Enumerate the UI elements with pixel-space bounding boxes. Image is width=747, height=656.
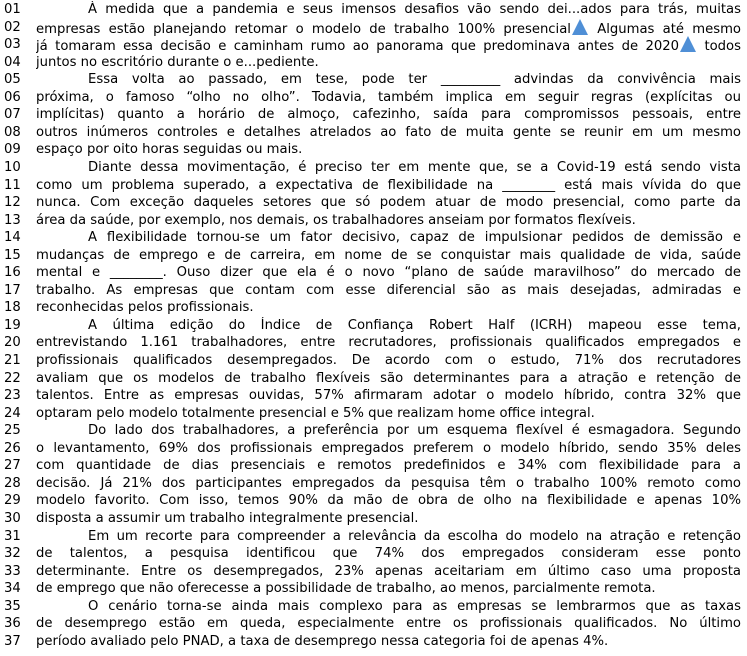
line-number: 03 (4, 37, 21, 53)
text-line (0, 141, 747, 159)
line-number: 34 (4, 581, 21, 597)
text-line (0, 475, 747, 493)
line-number: 23 (4, 388, 21, 404)
text-line (0, 212, 747, 230)
line-number: 36 (4, 616, 21, 632)
text-line (0, 405, 747, 423)
line-text: Em um recorte para compreender a relevância da escolha do modelo na atração e retenção (88, 528, 741, 544)
text-line (0, 457, 747, 475)
line-number: 14 (4, 230, 21, 246)
line-number: 28 (4, 475, 21, 491)
line-number: 13 (4, 212, 21, 228)
line-number: 21 (4, 353, 21, 368)
text-line (0, 299, 747, 317)
line-text: outros inúmeros controles e detalhes atrelados ao fato de muita gente se reunir em um mesmo (36, 124, 741, 140)
text-line (0, 633, 747, 651)
text-line (0, 528, 747, 546)
line-number: 04 (4, 54, 21, 70)
line-number: 25 (4, 423, 21, 439)
line-text: de desemprego estão em queda, especialmente entre os profissionais qualificados. No último (36, 616, 741, 632)
line-number: 09 (4, 142, 21, 158)
text-line (0, 247, 747, 265)
line-text: com quantidade de dias presenciais e remotos predefinidos e 34% com flexibilidade para a (36, 458, 741, 474)
line-number: 24 (4, 405, 21, 421)
line-number: 19 (4, 317, 21, 333)
line-number: 07 (4, 107, 21, 123)
line-text: A flexibilidade tornou-se um fator decisivo, capaz de impulsionar pedidos de demissão e (88, 230, 741, 246)
line-number: 31 (4, 528, 21, 544)
line-text: disposta a assumir um trabalho integralmente presencial. (36, 510, 419, 526)
line-text: como um problema superado, a expectativa de flexibilidade na ________ está mais vívida do que (36, 177, 741, 193)
line-text: área da saúde, por exemplo, nos demais, os trabalhadores anseiam por formatos flexíveis. (36, 212, 636, 228)
text-line (0, 580, 747, 598)
line-number: 22 (4, 370, 21, 386)
line-number: 30 (4, 510, 21, 526)
text-line (0, 334, 747, 352)
line-text: profissionais qualificados desempregados. De acordo com o estudo, 71% dos recrutadores (36, 353, 741, 368)
line-text: modelo favorito. Com isso, temos 90% da mão de obra de olho na flexibilidade e apenas 10% (36, 493, 741, 509)
text-line (0, 492, 747, 510)
line-text: juntos no escritório durante o e...pediente. (36, 54, 319, 70)
line-text: Do lado dos trabalhadores, a preferência por um esquema flexível é esmagadora. Segundo (88, 423, 741, 439)
line-text: de talentos, a pesquisa identificou que 74% dos empregados consideram esse ponto (36, 546, 741, 562)
text-line (0, 54, 747, 72)
line-text: entrevistando 1.161 trabalhadores, entre recrutadores, profissionais qualificados empregados e (36, 335, 741, 351)
line-number: 18 (4, 300, 21, 316)
text-line (0, 422, 747, 440)
text-line (0, 264, 747, 282)
line-number: 01 (4, 2, 21, 17)
line-text: À medida que a pandemia e seus imensos desafios vão sendo dei...ados para trás, muitas (88, 2, 741, 17)
line-number: 32 (4, 546, 21, 562)
line-text: próxima, o famoso “olho no olho”. Todavia, também implica em seguir regras (explícitas ou (36, 89, 741, 105)
line-text: talentos. Entre as empresas ouvidas, 57% afirmaram adotar o modelo híbrido, contra 32% que (36, 388, 741, 404)
line-number: 16 (4, 265, 21, 281)
line-text: mudanças de emprego e de carreira, em nome de se conquistar mais qualidade de vida, saúde (36, 247, 741, 263)
line-number: 12 (4, 195, 21, 211)
line-text: empresas estão planejando retomar o modelo de trabalho 100% presencial Algumas até mesmo (36, 19, 741, 39)
line-text: nunca. Com exceção daqueles setores que só podem atuar de modo presencial, como parte da (36, 195, 741, 211)
text-line (0, 615, 747, 633)
line-text: trabalho. As empresas que contam com esse diferencial são as mais desejadas, admiradas e (36, 282, 741, 298)
text-line (0, 545, 747, 563)
text-line (0, 71, 747, 89)
triangle-marker-icon (680, 36, 696, 52)
line-text: decisão. Já 21% dos participantes empregados da pesquisa têm o trabalho 100% remoto como (36, 475, 741, 491)
line-number: 05 (4, 72, 21, 88)
text-line (0, 282, 747, 300)
line-text: período avaliado pelo PNAD, a taxa de desemprego nessa categoria foi de apenas 4%. (36, 633, 609, 649)
line-number: 29 (4, 493, 21, 509)
text-line (0, 387, 747, 405)
text-line (0, 36, 747, 54)
text-line (0, 440, 747, 458)
line-text: A última edição do Índice de Confiança Robert Half (ICRH) mapeou esse tema, (88, 317, 741, 333)
line-number: 06 (4, 89, 21, 105)
line-number: 33 (4, 563, 21, 579)
line-number: 27 (4, 458, 21, 474)
text-line (0, 352, 747, 370)
triangle-marker-icon (572, 19, 588, 35)
line-number: 15 (4, 247, 21, 263)
line-text: de emprego que não oferecesse a possibilidade de trabalho, ao menos, parcialmente remota. (36, 581, 656, 597)
text-line (0, 1, 747, 19)
line-number: 35 (4, 598, 21, 614)
line-number: 17 (4, 282, 21, 298)
text-line (0, 317, 747, 335)
line-text: determinante. Entre os desempregados, 23% apenas aceitariam em último caso uma proposta (36, 563, 741, 579)
line-number: 10 (4, 159, 21, 175)
line-number: 26 (4, 440, 21, 456)
text-line (0, 370, 747, 388)
text-line (0, 106, 747, 124)
line-text: o levantamento, 69% dos profissionais empregados preferem o modelo híbrido, sendo 35% deles (36, 440, 741, 456)
line-text: reconhecidas pelos profissionais. (36, 300, 254, 316)
text-line (0, 598, 747, 616)
line-text: avaliam que os modelos de trabalho flexíveis são determinantes para a atração e retenção de (36, 370, 741, 386)
text-line (0, 19, 747, 37)
line-text: mental e ________. Ouso dizer que ela é o novo “plano de saúde maravilhoso” do mercado de (36, 265, 741, 281)
line-text: Essa volta ao passado, em tese, pode ter _________ advindas da convivência mais (88, 72, 741, 88)
line-text: O cenário torna-se ainda mais complexo para as empresas se lembrarmos que as taxas (88, 598, 741, 614)
text-line (0, 229, 747, 247)
line-number: 11 (4, 177, 21, 193)
text-line (0, 177, 747, 195)
text-line (0, 510, 747, 528)
line-text: optaram pelo modelo totalmente presencial e 5% que realizam home office integral. (36, 405, 595, 421)
line-text: já tomaram essa decisão e caminham rumo ao panorama que predominava antes de 2020 todos (36, 36, 741, 56)
text-line (0, 159, 747, 177)
line-text: implícitas) quanto a horário de almoço, cafezinho, saída para compromissos pessoais, entre (36, 107, 741, 123)
text-line (0, 563, 747, 581)
text-line (0, 194, 747, 212)
line-number: 02 (4, 19, 21, 35)
line-text: espaço por oito horas seguidas ou mais. (36, 142, 303, 158)
line-text: Diante dessa movimentação, é preciso ter em mente que, se a Covid-19 está sendo vista (88, 159, 741, 175)
line-number: 37 (4, 633, 21, 649)
line-number: 20 (4, 335, 21, 351)
text-line (0, 124, 747, 142)
text-line (0, 89, 747, 107)
line-number: 08 (4, 124, 21, 140)
